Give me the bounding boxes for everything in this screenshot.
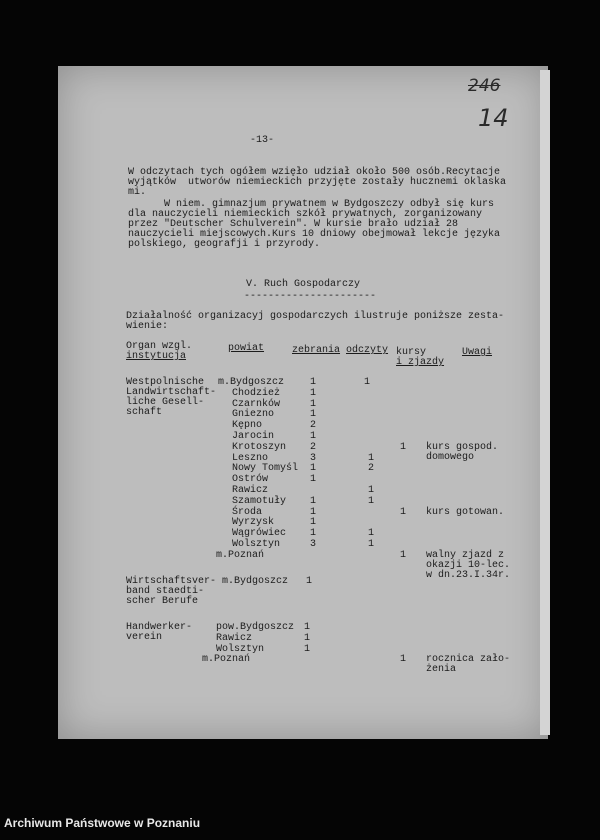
table-cell-odczyty: 1 [368,452,375,464]
table-cell-zebrania: 1 [310,474,317,486]
paragraph-line: mi. [128,187,147,198]
table-cell-powiat: Chodzież [232,387,281,399]
table-cell-powiat: Wyrzysk [232,517,275,529]
table-cell-powiat: Gniezno [232,409,275,421]
table-cell-odczyty: 2 [368,463,375,475]
organ-cell: liche Gesell- [126,397,205,408]
table-cell-powiat: Wolsztyn [232,539,281,550]
table-cell-powiat: Czarnków [232,398,281,410]
paragraph-line: W niem. gimnazjum prywatnem w Bydgoszczy odbył się kurs [128,199,495,210]
table-cell-powiat: Wolsztyn [216,643,265,655]
table-cell-uwagi: walny zjazd z [426,549,505,561]
section-title-underline: ---------------------- [244,291,377,302]
header-uwagi: Uwagi [462,347,493,358]
organ-cell: Westpolnische [126,377,205,388]
header-zebrania: zebrania [292,345,341,356]
table-cell-odczyty: 1 [368,539,375,550]
table-cell-powiat: Szamotuły [232,495,287,507]
organ-cell: Landwirtschaft- [126,387,217,398]
table-cell-powiat: Rawicz [216,632,253,644]
table-cell-uwagi: okazji 10-lec. [426,559,511,571]
table-cell-powiat: m.Bydgoszcz [218,377,285,388]
paragraph-line: dla nauczycieli niemieckich szkół prywatnych, zorganizowany [128,209,483,220]
table-cell-zebrania: 1 [310,463,317,475]
organ-cell: verein [126,632,163,643]
table-cell-powiat: Ostrów [232,474,269,486]
table-cell-powiat: m.Poznań [202,654,251,666]
intro-line: wienie: [126,321,169,332]
table-cell-zebrania: 1 [310,517,317,529]
table-cell-zebrania: 2 [310,441,317,453]
page-number: -13- [250,135,275,146]
table-cell-uwagi: domowego [426,451,475,463]
table-cell-zebrania: 1 [310,398,317,410]
table-cell-zebrania: 1 [310,506,317,518]
table-cell-powiat: m.Bydgoszcz [222,576,289,587]
table-cell-zebrania: 1 [304,643,311,655]
table-cell-powiat: Leszno [232,452,269,464]
paragraph-line: polskiego, geografji i przyrody. [128,239,321,250]
table-cell-kursy: 1 [400,506,407,518]
table-cell-zebrania: 1 [310,409,317,421]
organ-cell: scher Berufe [126,596,199,607]
header-kursy: i zjazdy [396,357,445,368]
header-powiat: powiat [228,343,265,354]
table-cell-powiat: Nowy Tomyśl [232,463,299,475]
table-cell-odczyty: 1 [368,485,375,496]
paragraph-line: W odczytach tych ogółem wzięło udział około 500 osób.Recytacje [128,167,501,178]
table-cell-powiat: Wągrówiec [232,528,287,540]
table-cell-kursy: 1 [400,654,407,666]
table-cell-uwagi: kurs gospod. [426,441,499,453]
folio-number: 14 [478,104,509,132]
header-organ: Organ wzgl. [126,341,193,352]
table-cell-powiat: Kępno [232,420,263,432]
table-cell-odczyty: 1 [368,528,375,540]
paragraph-line: wyjątków utworów niemieckich przyjęte zostały hucznemi oklaska [128,177,507,188]
table-cell-powiat: Rawicz [232,485,269,496]
organ-cell: Handwerker- [126,622,193,633]
table-cell-kursy: 1 [400,441,407,453]
table-cell-zebrania: 3 [310,452,317,464]
table-cell-zebrania: 1 [310,377,317,388]
organ-cell: schaft [126,407,163,418]
table-cell-zebrania: 1 [310,431,317,442]
archive-label: Archiwum Państwowe w Poznaniu [4,816,201,830]
struck-folio-number: 246 [468,76,501,96]
table-cell-uwagi: kurs gotowan. [426,506,505,518]
table-cell-powiat: pow.Bydgoszcz [216,622,295,633]
header-organ: instytucja [126,351,187,362]
table-cell-uwagi: żenia [426,664,457,676]
table-cell-odczyty: 1 [364,377,371,388]
table-cell-zebrania: 1 [304,622,311,633]
table-cell-powiat: m.Poznań [216,549,265,561]
table-cell-uwagi: w dn.23.I.34r. [426,569,511,581]
table-cell-uwagi: rocznica zało- [426,654,511,666]
table-cell-zebrania: 1 [310,495,317,507]
table-cell-kursy: 1 [400,549,407,561]
paragraph-line: przez "Deutscher Schulverein". W kursie brało udział 28 [128,219,459,230]
table-cell-zebrania: 1 [310,387,317,399]
table-cell-zebrania: 1 [306,576,313,587]
section-title: V. Ruch Gospodarczy [246,279,361,290]
header-kursy: kursy [396,347,427,358]
intro-line: Działalność organizacyj gospodarczych ilustruje poniższe zesta- [126,311,505,322]
table-cell-powiat: Jarocin [232,431,275,442]
page-edge [540,70,550,735]
table-cell-zebrania: 3 [310,539,317,550]
organ-cell: Wirtschaftsver- [126,576,217,587]
table-cell-zebrania: 2 [310,420,317,432]
table-cell-powiat: Krotoszyn [232,441,287,453]
organ-cell: band staedti- [126,586,205,597]
paragraph-line: nauczycieli miejscowych.Kurs 10 dniowy obejmował lekcje języka [128,229,501,240]
table-cell-odczyty: 1 [368,495,375,507]
table-cell-zebrania: 1 [304,632,311,644]
table-cell-powiat: Środa [232,506,263,518]
table-cell-zebrania: 1 [310,528,317,540]
header-odczyty: odczyty [346,345,389,356]
